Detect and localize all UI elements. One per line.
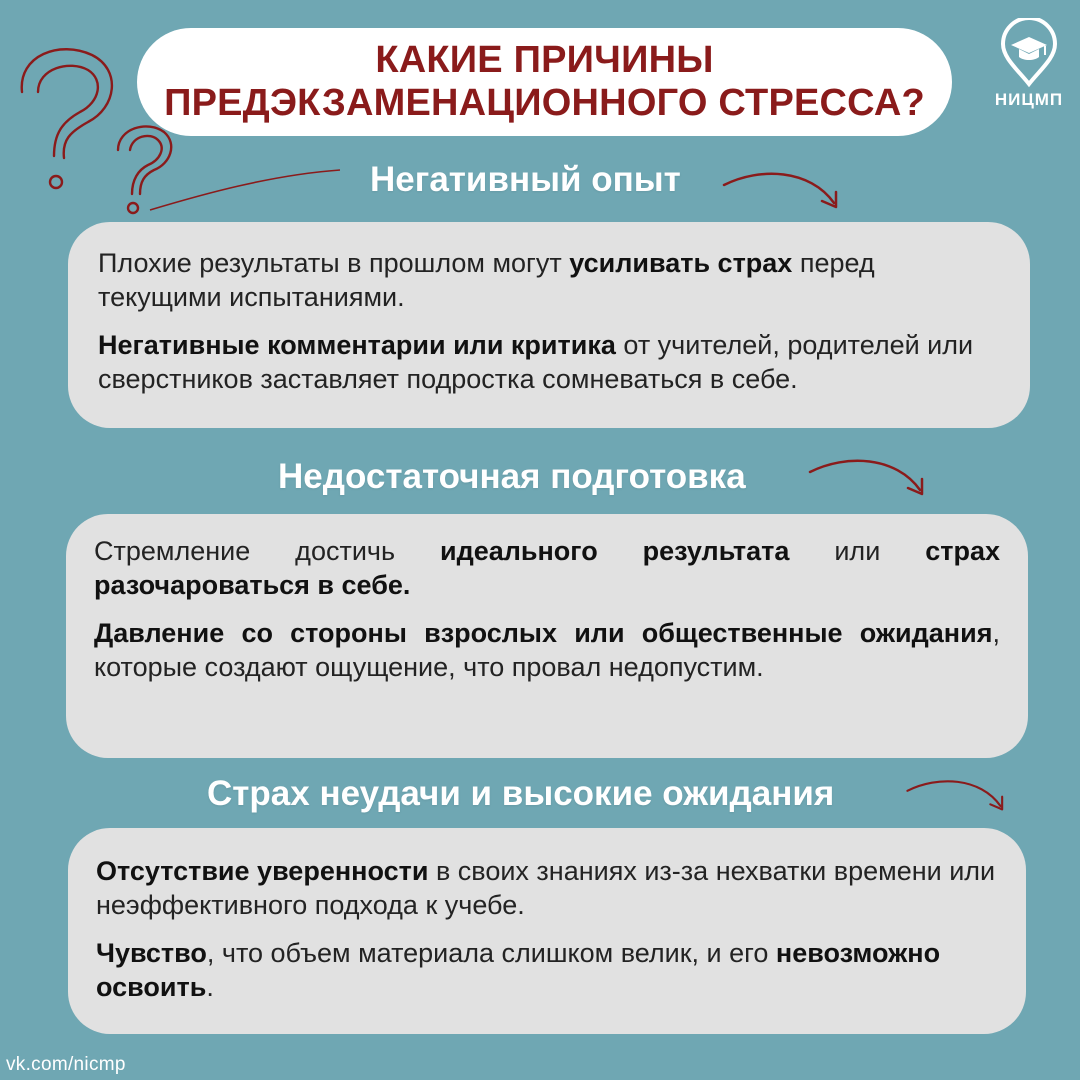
logo xyxy=(984,18,1074,118)
card-insufficient-preparation xyxy=(66,514,1028,758)
card-paragraph: Стремление достичь идеального результата или страх разочароваться в себе. xyxy=(94,536,1000,600)
curved-arrow-icon xyxy=(904,770,1014,820)
title-line-2: ПРЕДЭКЗАМЕНАЦИОННОГО СТРЕССА? xyxy=(164,82,925,124)
card-negative-experience xyxy=(68,222,1030,428)
card-paragraph: Чувство, что объем материала слишком велик, и его невозможно освоить. xyxy=(96,938,941,1002)
curved-arrow-icon xyxy=(720,165,850,215)
card-fear-of-failure xyxy=(68,828,1026,1034)
footer-link[interactable]: vk.com/nicmp xyxy=(6,1054,126,1075)
graduation-cap-pin-icon xyxy=(998,18,1060,88)
logo-text: НИЦМП xyxy=(994,90,1064,109)
section-heading-fear-of-failure: Страх неудачи и высокие ожидания xyxy=(207,774,835,813)
title-banner xyxy=(137,28,952,136)
card-paragraph: Давление со стороны взрослых или общественные ожидания, которые создают ощущение, что провал недопустим. xyxy=(94,618,1000,682)
card-paragraph: Плохие результаты в прошлом могут усиливать страх перед текущими испытаниями. xyxy=(98,248,875,312)
card-paragraph: Отсутствие уверенности в своих знаниях из-за нехватки времени или неэффективного подхода к учебе. xyxy=(96,856,996,920)
title-line-1: КАКИЕ ПРИЧИНЫ xyxy=(375,39,714,81)
section-heading-negative-experience: Негативный опыт xyxy=(370,160,681,199)
section-heading-insufficient-preparation: Недостаточная подготовка xyxy=(278,457,746,496)
curved-arrow-icon xyxy=(806,452,936,502)
card-paragraph: Негативные комментарии или критика от учителей, родителей или сверстников заставляет подростка сомневаться в себе. xyxy=(98,330,974,394)
